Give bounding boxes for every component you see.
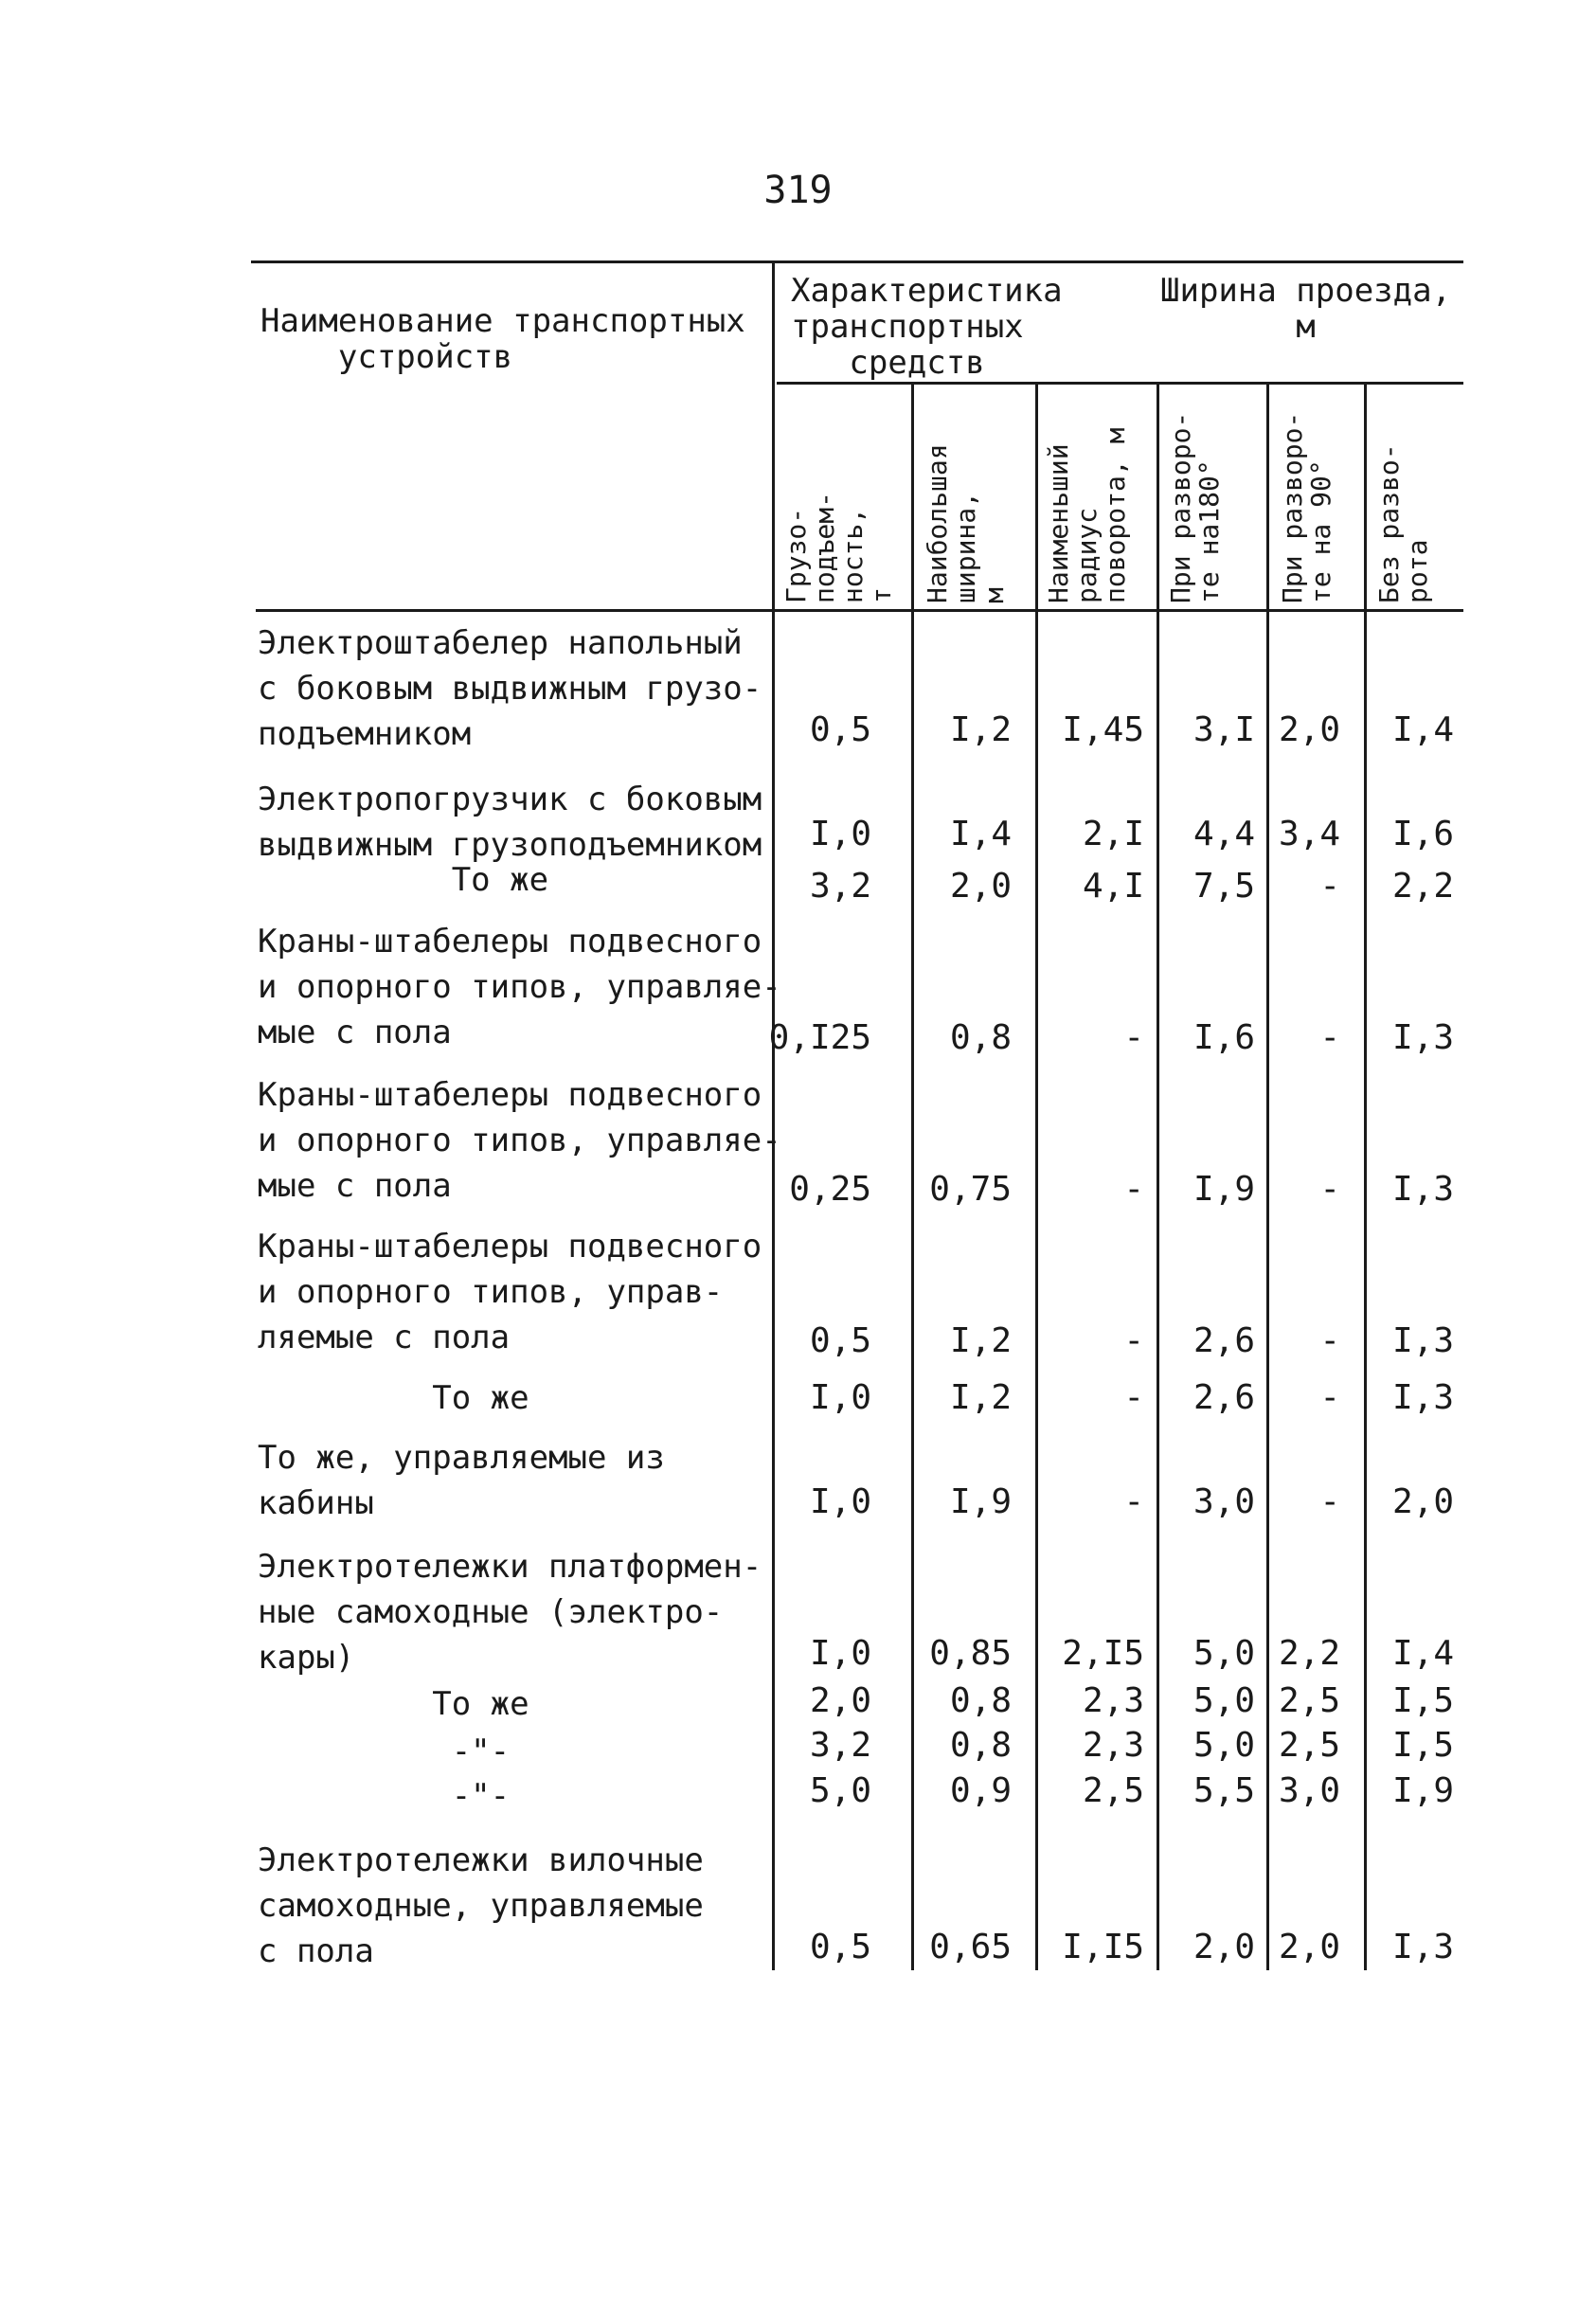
row-value: 2,2 [1391,867,1454,906]
top-rule [251,260,1463,263]
row-value: I,0 [809,1634,871,1673]
row-value: 3,I [1193,710,1255,749]
row-value: 0,9 [949,1771,1012,1810]
row-value: I,3 [1391,1928,1454,1966]
row-value: I,0 [809,1378,871,1417]
row-value: 5,0 [1193,1634,1255,1673]
row-name: Электротележки вилочные самоходные, управляемые с пола [258,1841,704,1970]
row-value: - [1319,867,1340,906]
row-name: То же [258,861,549,899]
row-value: - [1123,1170,1144,1209]
row-value: - [1123,1378,1144,1417]
header-col-turn-180: При разворо- те на180° [1165,411,1225,603]
row-value: 0,I25 [768,1018,871,1057]
row-value: I,2 [949,710,1012,749]
row-value: 7,5 [1193,867,1255,906]
row-value: 0,85 [929,1634,1012,1673]
row-value: 0,8 [949,1018,1012,1057]
row-value: I,9 [1193,1170,1255,1209]
row-value: I,3 [1391,1170,1454,1209]
row-value: 2,I5 [1062,1634,1144,1673]
row-value: - [1319,1482,1340,1521]
row-value: 0,5 [809,710,871,749]
row-value: 2,I [1082,815,1144,853]
row-value: 2,0 [949,867,1012,906]
row-value: 2,5 [1278,1681,1340,1720]
row-value: 5,0 [1193,1726,1255,1765]
header-col-no-turn: Без разво- рота [1373,443,1433,603]
row-value: - [1123,1482,1144,1521]
row-value: - [1319,1378,1340,1417]
row-value: I,45 [1062,710,1144,749]
row-value: I,0 [809,815,871,853]
row-value: 0,75 [929,1170,1012,1209]
row-value: 2,5 [1278,1726,1340,1765]
row-name: Краны-штабелеры подвесного и опорного типов, управляе- мые с пола [258,1076,781,1205]
row-value: 4,4 [1193,815,1255,853]
row-value: I,3 [1391,1018,1454,1057]
row-value: 5,5 [1193,1771,1255,1810]
header-col-turn-90: При разворо- те на 90° [1277,411,1336,603]
row-name: -"- [258,1732,511,1770]
row-name: То же, управляемые из кабины [258,1439,665,1522]
row-value: I,I5 [1062,1928,1144,1966]
row-value: 3,0 [1278,1771,1340,1810]
row-value: 0,65 [929,1928,1012,1966]
row-value: - [1123,1321,1144,1360]
row-value: 0,5 [809,1321,871,1360]
row-value: I,9 [1391,1771,1454,1810]
row-value: 0,5 [809,1928,871,1966]
row-value: 2,6 [1193,1378,1255,1417]
row-value: 2,3 [1082,1726,1144,1765]
row-value: 2,0 [1278,1928,1340,1966]
row-value: 4,I [1082,867,1144,906]
row-value: 3,2 [809,867,871,906]
row-value: 2,2 [1278,1634,1340,1673]
row-value: 3,2 [809,1726,871,1765]
row-value: I,6 [1193,1018,1255,1057]
row-value: I,2 [949,1321,1012,1360]
row-value: I,0 [809,1482,871,1521]
page-number: 319 [763,169,833,212]
row-value: I,5 [1391,1681,1454,1720]
header-characteristics: Характеристика транспортных средств [791,272,1063,382]
row-value: 5,0 [1193,1681,1255,1720]
row-value: 3,4 [1278,815,1340,853]
header-col-min-radius: Наименьший радиус поворота, м [1043,427,1131,603]
row-value: 2,0 [1391,1482,1454,1521]
header-bottom-rule [256,609,1463,612]
row-value: 2,3 [1082,1681,1144,1720]
header-passage-width: Ширина проезда, м [1160,272,1452,346]
row-name: Электротележки платформен- ные самоходные (электро- кары) [258,1548,762,1677]
row-value: I,4 [1391,710,1454,749]
row-value: - [1319,1170,1340,1209]
row-value: 2,0 [1278,710,1340,749]
row-value: I,3 [1391,1321,1454,1360]
header-col-capacity: Грузо- подъем- ность, т [780,491,897,603]
row-name: Электроштабелер напольный с боковым выдвижным грузо- подъемником [258,624,762,753]
row-value: 2,0 [809,1681,871,1720]
header-col-max-width: Наибольшая ширина, м [922,443,1010,603]
row-value: I,5 [1391,1726,1454,1765]
row-value: 3,0 [1193,1482,1255,1521]
header-name-column: Наименование транспортных устройств [260,302,745,376]
row-value: I,3 [1391,1378,1454,1417]
row-name: То же [258,1379,529,1417]
row-name: Электропогрузчик с боковым выдвижным грузоподъемником [258,781,762,864]
row-value: I,4 [949,815,1012,853]
row-name: Краны-штабелеры подвесного и опорного типов, управ- ляемые с пола [258,1228,762,1356]
row-value: - [1319,1321,1340,1360]
row-value: I,4 [1391,1634,1454,1673]
row-value: - [1123,1018,1144,1057]
subheader-rule [777,382,1463,385]
row-value: 0,8 [949,1681,1012,1720]
row-value: I,2 [949,1378,1012,1417]
row-value: 0,8 [949,1726,1012,1765]
row-value: - [1319,1018,1340,1057]
row-name: То же [258,1685,529,1723]
row-name: -"- [258,1777,511,1815]
row-value: 2,0 [1193,1928,1255,1966]
row-value: 2,5 [1082,1771,1144,1810]
row-value: I,9 [949,1482,1012,1521]
row-value: 2,6 [1193,1321,1255,1360]
row-name: Краны-штабелеры подвесного и опорного типов, управляе- мые с пола [258,923,781,1051]
row-value: I,6 [1391,815,1454,853]
row-value: 5,0 [809,1771,871,1810]
row-value: 0,25 [789,1170,871,1209]
